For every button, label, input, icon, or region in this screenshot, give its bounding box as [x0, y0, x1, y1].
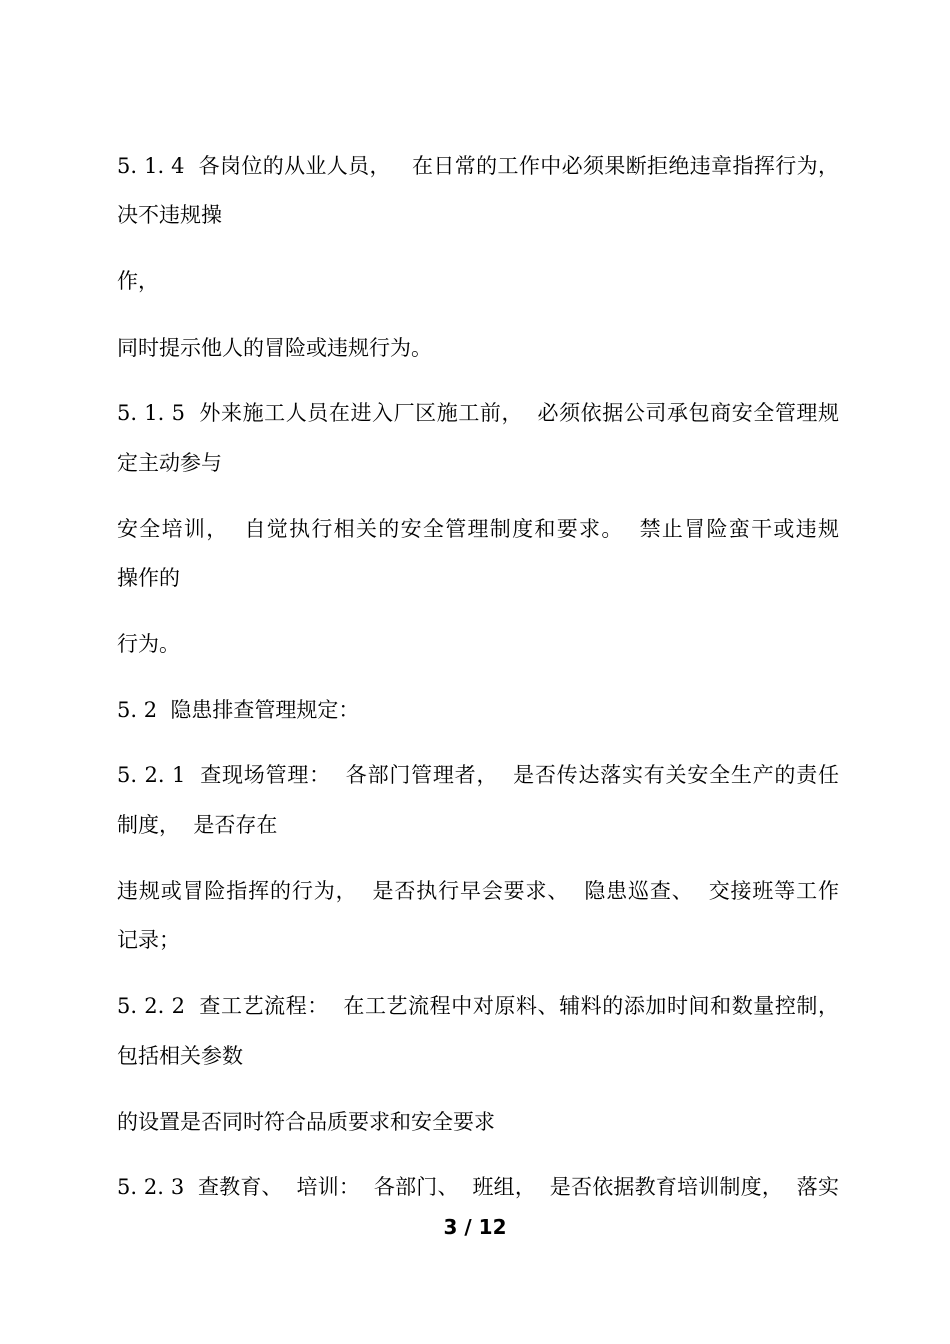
- text-line: 决不违规操: [117, 203, 222, 227]
- page-number: 3 / 12: [443, 1215, 507, 1239]
- text-line: 同时提示他人的冒险或违规行为。: [117, 336, 432, 360]
- text-line: 5. 2. 2 查工艺流程： 在工艺流程中对原料、辅料的添加时间和数量控制，: [117, 994, 839, 1018]
- text-line: 的设置是否同时符合品质要求和安全要求: [117, 1110, 495, 1134]
- text-line: 制度， 是否存在: [117, 813, 278, 837]
- text-line: 操作的: [117, 566, 180, 590]
- text-line: 违规或冒险指挥的行为， 是否执行早会要求、 隐患巡查、 交接班等工作: [117, 879, 839, 903]
- text-line: 定主动参与: [117, 451, 222, 475]
- text-line: 安全培训， 自觉执行相关的安全管理制度和要求。 禁止冒险蛮干或违规: [117, 517, 839, 541]
- section-heading: 5. 2 隐患排查管理规定：: [117, 698, 360, 722]
- text-line: 作，: [117, 269, 159, 293]
- text-line: 记录；: [117, 928, 180, 952]
- text-line: 5. 2. 3 查教育、 培训： 各部门、 班组， 是否依据教育培训制度， 落实: [117, 1175, 839, 1199]
- text-line: 5. 1. 4 各岗位的从业人员， 在日常的工作中必须果断拒绝违章指挥行为，: [117, 154, 839, 178]
- text-line: 5. 1. 5 外来施工人员在进入厂区施工前， 必须依据公司承包商安全管理规: [117, 401, 839, 425]
- text-line: 5. 2. 1 查现场管理： 各部门管理者， 是否传达落实有关安全生产的责任: [117, 763, 839, 787]
- text-line: 包括相关参数: [117, 1044, 243, 1068]
- text-line: 行为。: [117, 632, 180, 656]
